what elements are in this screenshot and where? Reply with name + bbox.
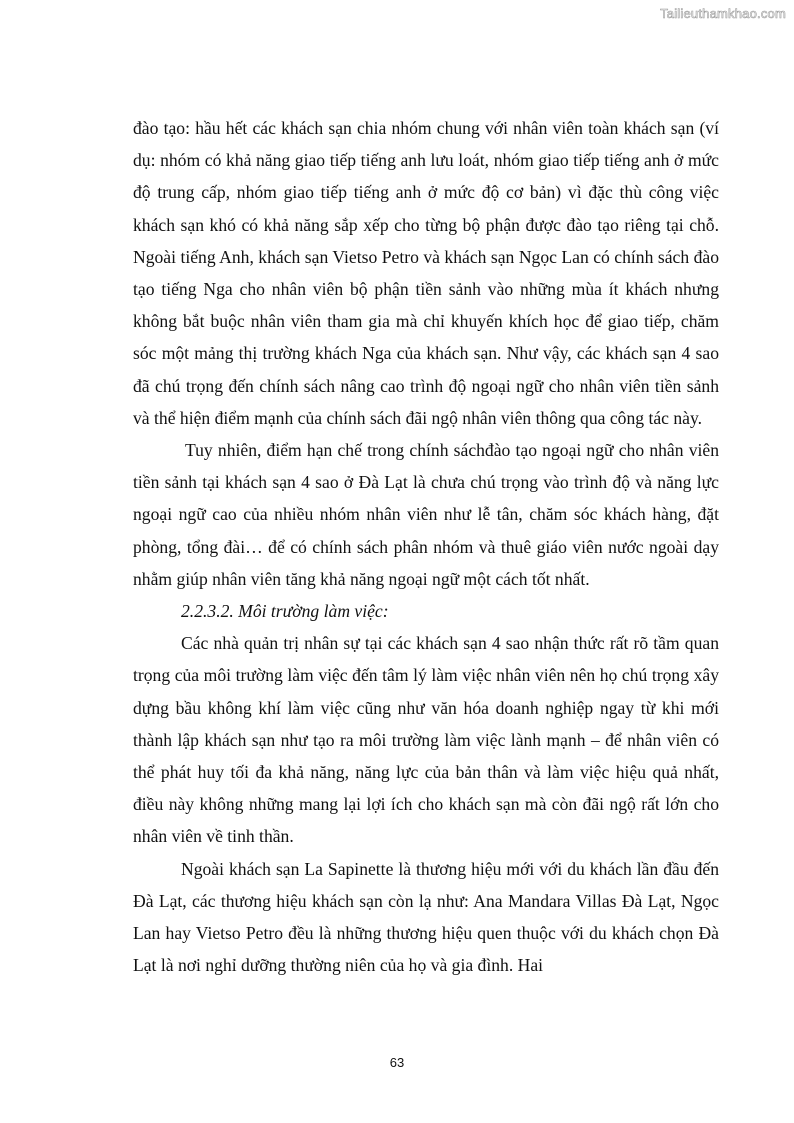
page-number: 63 bbox=[389, 1055, 405, 1070]
watermark-text: Tailieuthamkhao.com bbox=[660, 6, 786, 21]
paragraph-hotel-brands: Ngoài khách sạn La Sapinette là thương hiệu mới với du khách lần đầu đến Đà Lạt, các thương hiệu khách sạn còn lạ như: Ana Mandara Villas Đà Lạt, Ngọc Lan hay Vietso Petro đều là những thương hiệu quen thuộc với du khách chọn Đà Lạt là nơi nghỉ dưỡng thường niên của họ và gia đình. Hai bbox=[133, 858, 719, 976]
paragraph-work-environment: Các nhà quản trị nhân sự tại các khách sạn 4 sao nhận thức rất rõ tầm quan trọng của môi trường làm việc đến tâm lý làm việc nhân viên nên họ chú trọng xây dựng bầu không khí làm việc cũng như văn hóa doanh nghiệp ngay từ khi mới thành lập khách sạn như tạo ra môi trường làm việc lành mạnh – để nhân viên có thể phát huy tối đa khả năng, năng lực của bản thân và làm việc hiệu quả nhất, điều này không những mang lại lợi ích cho khách sạn mà còn đãi ngộ rất lớn cho nhân viên về tinh thần. bbox=[133, 633, 719, 847]
section-heading: 2.2.3.2. Môi trường làm việc: bbox=[181, 601, 389, 622]
document-body bbox=[133, 112, 719, 981]
paragraph-training: đào tạo: hầu hết các khách sạn chia nhóm chung với nhân viên toàn khách sạn (ví dụ: nhóm có khả năng giao tiếp tiếng anh lưu loát, nhóm giao tiếp tiếng anh ở mức độ trung cấp, nhóm giao tiếp tiếng anh ở mức độ cơ bản) vì đặc thù công việc khách sạn khó có khả năng sắp xếp cho từng bộ phận được đào tạo riêng tại chỗ. Ngoài tiếng Anh, khách sạn Vietso Petro và khách sạn Ngọc Lan có chính sách đào tạo tiếng Nga cho nhân viên bộ phận tiền sảnh vào những mùa ít khách nhưng không bắt buộc nhân viên tham gia mà chỉ khuyến khích học để giao tiếp, chăm sóc một mảng thị trường khách Nga của khách sạn. Như vậy, các khách sạn 4 sao đã chú trọng đến chính sách nâng cao trình độ ngoại ngữ cho nhân viên tiền sảnh và thể hiện điểm mạnh của chính sách đãi ngộ nhân viên thông qua công tác này. bbox=[133, 118, 719, 428]
paragraph-limitation: Tuy nhiên, điểm hạn chế trong chính sáchđào tạo ngoại ngữ cho nhân viên tiền sảnh tại khách sạn 4 sao ở Đà Lạt là chưa chú trọng vào trình độ và năng lực ngoại ngữ cao của nhiều nhóm nhân viên như lễ tân, chăm sóc khách hàng, đặt phòng, tổng đài… để có chính sách phân nhóm và thuê giáo viên nước ngoài dạy nhằm giúp nhân viên tăng khả năng ngoại ngữ một cách tốt nhất. bbox=[133, 440, 719, 589]
